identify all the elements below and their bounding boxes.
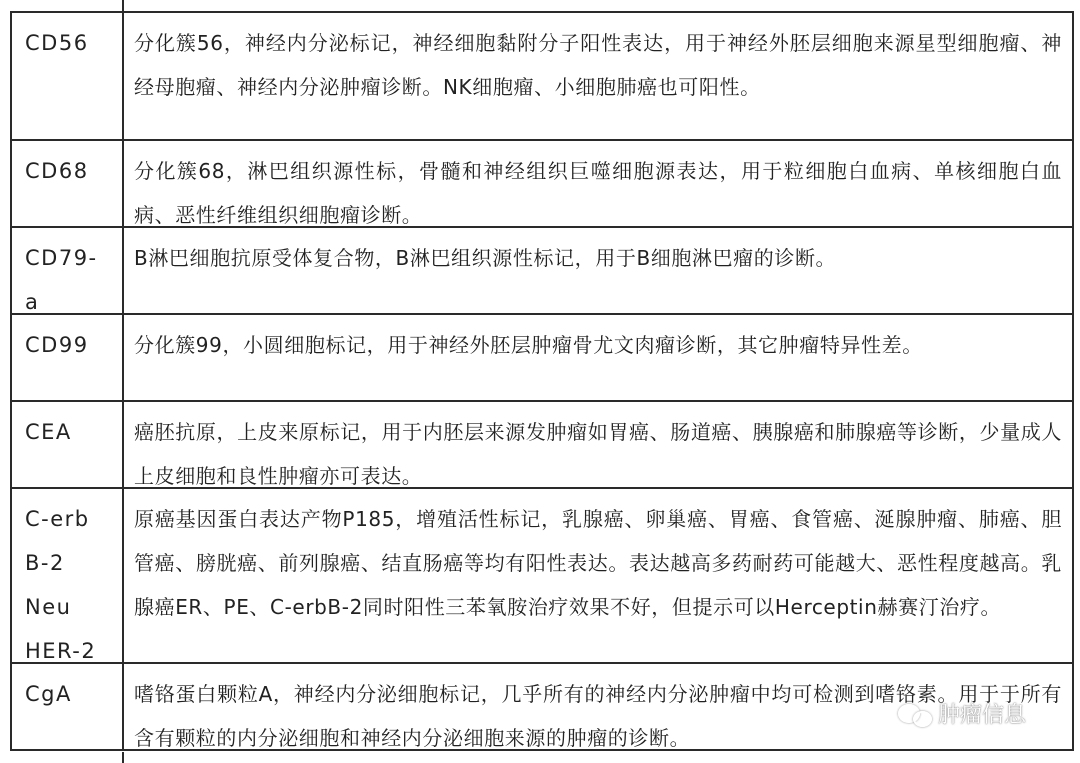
marker-table (10, 11, 1074, 751)
marker-code: CEA (25, 420, 72, 444)
marker-description: 嗜铬蛋白颗粒A，神经内分泌细胞标记，几乎所有的神经内分泌肿瘤中均可检测到嗜铬素。用于于所有含有颗粒的内分泌细胞和神经内分泌细胞来源的肿瘤的诊断。 (134, 682, 1062, 750)
marker-code: CD56 (25, 31, 89, 55)
column-divider-bottom (122, 752, 124, 763)
marker-code: HER-2 (25, 639, 97, 663)
marker-code: CgA (25, 682, 72, 706)
marker-code-cell (12, 402, 124, 487)
marker-code: Neu (25, 595, 72, 619)
marker-description: 原癌基因蛋白表达产物P185，增殖活性标记，乳腺癌、卵巢癌、胃癌、食管癌、涎腺肿瘤、肺癌、胆管癌、膀胱癌、前列腺癌、结直肠癌等均有阳性表达。表达越高多药耐药可能越大、恶性程度越高。乳腺癌ER、PE、C-erbB-2同时阳性三苯氧胺治疗效果不好，但提示可以Herceptin赫赛汀治疗。 (134, 507, 1062, 619)
marker-description: 分化簇68，淋巴组织源性标，骨髓和神经组织巨噬细胞源表达，用于粒细胞白血病、单核细胞白血病、恶性纤维组织细胞瘤诊断。 (134, 159, 1062, 227)
marker-code-cell (12, 141, 124, 226)
marker-code: a (25, 290, 40, 314)
marker-code-cell (12, 13, 124, 139)
table-row (12, 228, 1072, 315)
marker-code: B-2 (25, 551, 65, 575)
marker-code: CD99 (25, 333, 89, 357)
marker-code-cell (12, 489, 124, 662)
marker-description: 癌胚抗原，上皮来原标记，用于内胚层来源发肿瘤如胃癌、肠道癌、胰腺癌和肺腺癌等诊断，少量成人上皮细胞和良性肿瘤亦可表达。 (134, 420, 1062, 488)
marker-code-cell (12, 315, 124, 400)
marker-description: B淋巴细胞抗原受体复合物，B淋巴组织源性标记，用于B细胞淋巴瘤的诊断。 (134, 246, 837, 270)
watermark (898, 698, 1026, 729)
watermark-text: 肿瘤信息 (938, 703, 1027, 728)
marker-description: 分化簇99，小圆细胞标记，用于神经外胚层肿瘤骨尤文肉瘤诊断，其它肿瘤特异性差。 (134, 333, 923, 357)
column-divider-top (122, 0, 124, 11)
table-row (12, 11, 1072, 141)
marker-code: C-erb (25, 507, 90, 531)
wechat-icon (898, 702, 932, 726)
table-row (12, 315, 1072, 402)
marker-description: 分化簇56，神经内分泌标记，神经细胞黏附分子阳性表达，用于神经外胚层细胞来源星型细胞瘤、神经母胞瘤、神经内分泌肿瘤诊断。NK细胞瘤、小细胞肺癌也可阳性。 (134, 31, 1062, 99)
marker-code: CD68 (25, 159, 89, 183)
table-row (12, 489, 1072, 664)
marker-code: CD79- (25, 246, 98, 270)
table-row (12, 141, 1072, 228)
table-row (12, 402, 1072, 489)
marker-code-cell (12, 664, 124, 749)
marker-code-cell (12, 228, 124, 313)
